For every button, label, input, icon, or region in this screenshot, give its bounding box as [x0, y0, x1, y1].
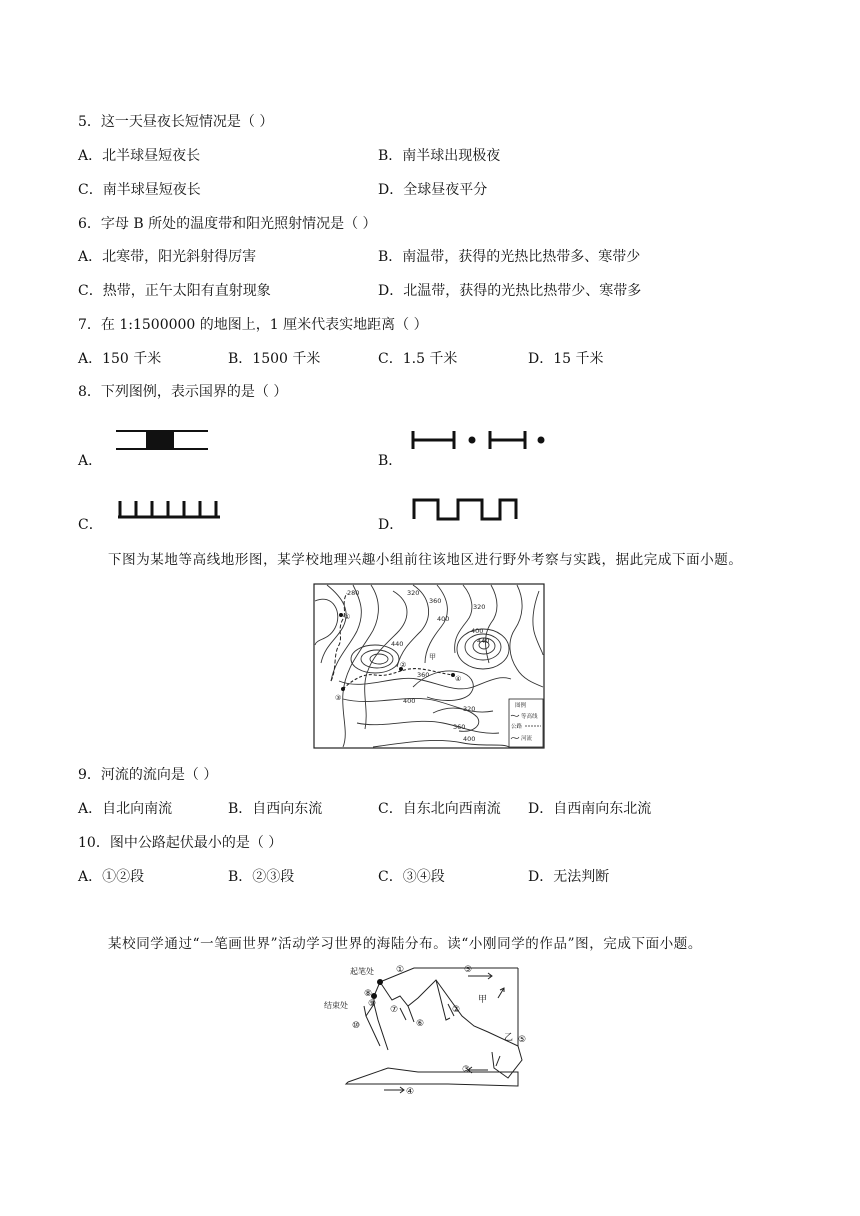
q5-option-c[interactable]: C．南半球昼短夜长: [78, 182, 201, 198]
one-stroke-world-sketch: [318, 960, 538, 1098]
contour-label: 320: [407, 589, 420, 597]
q8-option-c[interactable]: C．: [78, 517, 103, 533]
contour-map: [313, 583, 545, 749]
q10-stem: 10．图中公路起伏最小的是（ ）: [78, 835, 283, 851]
q7-stem: 7．在 1:1500000 的地图上，1 厘米代表实地距离（ ）: [78, 317, 428, 333]
contour-label: 440: [391, 640, 404, 648]
sketch-num-6: ⑥: [416, 1019, 425, 1029]
q5-stem: 5．这一天昼夜长短情况是（ ）: [78, 114, 274, 130]
q8-option-a[interactable]: A．: [78, 453, 103, 469]
contour-label: 280: [347, 589, 360, 597]
legend-road: 公路: [511, 724, 523, 730]
intro-sketch: 某校同学通过“一笔画世界”活动学习世界的海陆分布。读“小刚同学的作品”图，完成下面小题。: [108, 936, 703, 952]
road-point-label: ②: [400, 661, 407, 669]
q8-option-b[interactable]: B．: [378, 453, 403, 469]
q7-option-c[interactable]: C．1.5 千米: [378, 351, 458, 367]
contour-label: 400: [437, 615, 450, 623]
q9-stem: 9．河流的流向是（ ）: [78, 767, 218, 783]
legend-title: 图例: [515, 703, 527, 709]
end-label: 结束处: [324, 1001, 348, 1010]
intro-contour: 下图为某地等高线地形图，某学校地理兴趣小组前往该地区进行野外考察与实践，据此完成下面小题。: [108, 552, 743, 568]
q5-option-a[interactable]: A．北半球昼短夜长: [78, 148, 201, 164]
sketch-num-2: ②: [452, 1005, 461, 1015]
sketch-num-4: ④: [406, 1087, 415, 1097]
q10-option-d[interactable]: D．无法判断: [528, 869, 610, 885]
q6-option-d[interactable]: D．北温带，获得的光热比热带少、寒带多: [378, 283, 642, 299]
q9-option-d[interactable]: D．自西南向东北流: [528, 801, 652, 817]
q7-option-b[interactable]: B．1500 千米: [228, 351, 321, 367]
legend-symbol-b: [410, 428, 550, 452]
legend-symbol-d: [412, 496, 520, 522]
road-point-label: ③: [335, 694, 342, 702]
q6-option-c[interactable]: C．热带，正午太阳有直射现象: [78, 283, 271, 299]
sketch-num-10: ⑩: [352, 1021, 361, 1031]
q10-option-a[interactable]: A．①②段: [78, 869, 145, 885]
sketch-num-9: ⑨: [368, 999, 377, 1009]
legend-contour: 等高线: [521, 714, 538, 720]
sketch-num-3: ③: [462, 1065, 471, 1075]
q5-option-b[interactable]: B．南半球出现极夜: [378, 148, 501, 164]
legend-symbol-a: [114, 428, 210, 454]
road-point-label: ①: [344, 613, 351, 621]
region-label-jia: 甲: [478, 995, 488, 1005]
q7-option-a[interactable]: A．150 千米: [78, 351, 162, 367]
q5-option-d[interactable]: D．全球昼夜平分: [378, 182, 488, 198]
q8-stem: 8．下列图例，表示国界的是（ ）: [78, 384, 288, 400]
legend-river: 河流: [521, 736, 533, 742]
contour-label: 400: [463, 735, 476, 743]
legend-symbol-c: [116, 498, 222, 520]
contour-label: 360: [417, 671, 430, 679]
q9-option-c[interactable]: C．自东北向西南流: [378, 801, 501, 817]
sketch-num-5b: ⑤: [518, 1035, 527, 1045]
contour-label: 320: [463, 705, 476, 713]
q7-option-d[interactable]: D．15 千米: [528, 351, 604, 367]
q9-option-a[interactable]: A．自北向南流: [78, 801, 173, 817]
contour-label-jia: 甲: [429, 653, 436, 661]
contour-label: 360: [429, 597, 442, 605]
contour-label: 440: [477, 637, 490, 645]
contour-label: 400: [471, 627, 484, 635]
sketch-num-5: ⑤: [464, 965, 473, 975]
start-label: 起笔处: [350, 967, 374, 976]
q6-option-b[interactable]: B．南温带，获得的光热比热带多、寒带少: [378, 249, 641, 265]
q10-option-c[interactable]: C．③④段: [378, 869, 445, 885]
contour-label: 360: [453, 723, 466, 731]
sketch-num-8: ⑧: [364, 989, 373, 999]
q8-option-d[interactable]: D．: [378, 517, 404, 533]
road-point-label: ④: [455, 675, 462, 683]
q9-option-b[interactable]: B．自西向东流: [228, 801, 323, 817]
contour-label: 320: [473, 603, 486, 611]
contour-label: 400: [403, 697, 416, 705]
sketch-num-1: ①: [396, 965, 405, 975]
q6-option-a[interactable]: A．北寒带，阳光斜射得厉害: [78, 249, 257, 265]
q6-stem: 6．字母 B 所处的温度带和阳光照射情况是（ ）: [78, 216, 377, 232]
sketch-num-7: ⑦: [390, 1005, 399, 1015]
region-label-yi: 乙: [504, 1033, 514, 1043]
q10-option-b[interactable]: B．②③段: [228, 869, 295, 885]
